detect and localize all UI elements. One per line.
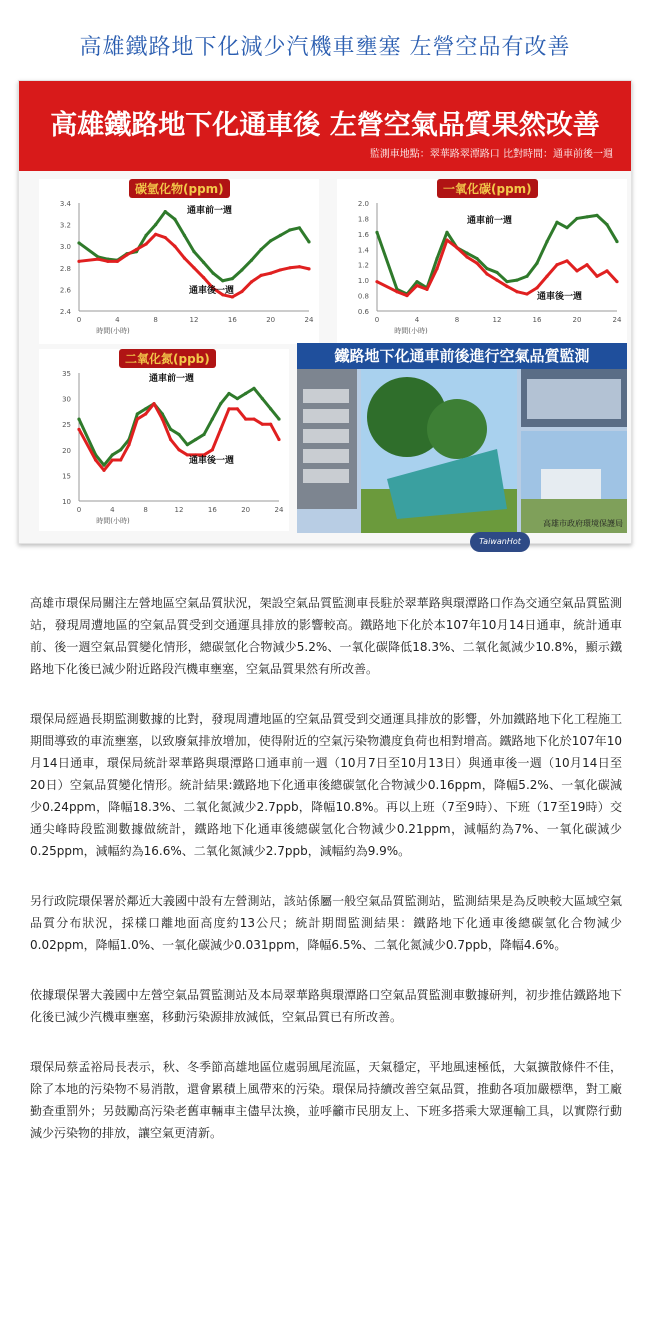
infographic-banner	[19, 81, 631, 171]
data-point	[152, 402, 155, 405]
data-point	[97, 258, 100, 261]
data-point	[298, 226, 301, 229]
data-point	[307, 267, 310, 270]
photo-credit: 高雄市政府環境保護局	[543, 519, 623, 528]
data-point	[595, 214, 598, 217]
y-tick-label: 1.0	[357, 277, 369, 286]
data-point	[595, 275, 598, 278]
data-point	[77, 417, 80, 420]
article-paragraph: 環保局蔡孟裕局長表示，秋、冬季節高雄地區位處弱風尾流區，天氣穩定，平地風速極低，大氣擴散條件不佳，除了本地的污染物不易消散，還會累積上風帶來的污染。環保局持續改善空氣品質，推動各項加嚴標準，對工廠勤查重罰外；另鼓勵高污染老舊車輛車主儘早汰換，並呼籲市民朋友上、下班多搭乘大眾運輸工具，以實際行動減少污染物的排放，讓空氣更清新。	[30, 1060, 622, 1140]
data-point	[269, 239, 272, 242]
y-tick-label: 30	[62, 395, 71, 404]
data-point	[136, 412, 139, 415]
x-tick-label: 4	[414, 316, 420, 324]
data-point	[277, 417, 280, 420]
data-point	[202, 261, 205, 264]
data-point	[177, 448, 180, 451]
y-tick-label: 2.4	[59, 308, 71, 316]
chart-title: 二氧化氮(ppb)	[119, 349, 216, 368]
x-tick-label: 12	[174, 506, 184, 514]
x-tick-label: 16	[207, 506, 217, 514]
monitoring-photo	[297, 343, 627, 533]
data-point	[227, 392, 230, 395]
data-point	[192, 266, 195, 269]
data-point	[202, 276, 205, 279]
data-point	[144, 412, 147, 415]
x-axis-label: 時間(小時)	[394, 327, 428, 335]
hydrocarbon-chart	[39, 179, 319, 344]
y-tick-label: 10	[62, 498, 71, 506]
article-paragraph: 另行政院環保署於鄰近大義國中設有左營測站，該站係屬一般空氣品質監測站，監測結果是為反映較大區域空氣品質分布狀況，採樣口離地面高度約13公尺；統計期間監測結果：鐵路地下化通車後總碳氫化合物減少0.02ppm，降幅1.0%、一氧化碳減少0.031ppm，降幅6.5%、二氧化氮減少0.7ppb，降幅4.6%。	[30, 894, 622, 952]
data-point	[252, 387, 255, 390]
data-point	[183, 234, 186, 237]
series-line	[377, 215, 617, 294]
data-point	[212, 272, 215, 275]
data-point	[465, 255, 468, 258]
data-point	[425, 288, 428, 291]
data-point	[269, 407, 272, 410]
data-point	[445, 238, 448, 241]
data-point	[169, 428, 172, 431]
chart-title: 碳氫化物(ppm)	[129, 179, 230, 198]
data-point	[244, 417, 247, 420]
data-point	[277, 438, 280, 441]
data-point	[77, 428, 80, 431]
data-point	[144, 242, 147, 245]
x-tick-label: 8	[454, 316, 460, 324]
article-paragraph: 環保局經過長期監測數據的比對，發現周遭地區的空氣品質受到交通運具排放的影響，外加鐵路地下化工程施工期間導致的車流壅塞，以致廢氣排放增加，使得附近的空氣污染物濃度負荷也相對增高。鐵路地下化於107年10月14日通車，環保局統計翠華路與環潭路口通車前一週（10月7日至10月13日）與通車後一週（10月14日至20日）空氣品質變化情形。統計結果:鐵路地下化通車後總碳氫化合物減少0.16ppm，降幅5.2%、一氧化碳減少0.24ppm，降幅18.3%、二氧化氮減少2.7ppb，降幅10.8%。再以上班（7至9時）、下班（17至19時）交通尖峰時段監測數據做統計，鐵路地下化通車後總碳氫化合物減少0.21ppm，減幅約為7%、一氧化碳減少0.25ppm，減幅約為16.6%、二氧化氮減少2.7ppb，減幅約為9.9%。	[30, 712, 622, 858]
data-point	[615, 280, 618, 283]
data-point	[585, 215, 588, 218]
data-point	[250, 280, 253, 283]
data-point	[161, 417, 164, 420]
data-point	[605, 269, 608, 272]
chart-panel-co	[337, 179, 627, 344]
y-tick-label: 2.8	[59, 264, 71, 273]
data-point	[135, 248, 138, 251]
x-tick-label: 0	[76, 316, 82, 324]
y-tick-label: 1.2	[357, 261, 369, 270]
series-label: 通車前一週	[467, 216, 513, 226]
data-point	[125, 253, 128, 256]
data-point	[288, 228, 291, 231]
data-point	[269, 423, 272, 426]
data-point	[545, 240, 548, 243]
data-point	[154, 223, 157, 226]
data-point	[455, 246, 458, 249]
data-point	[119, 448, 122, 451]
data-point	[545, 275, 548, 278]
data-point	[269, 272, 272, 275]
x-tick-label: 20	[241, 506, 251, 514]
data-point	[119, 458, 122, 461]
x-axis-label: 時間(小時)	[96, 327, 130, 335]
data-point	[192, 250, 195, 253]
y-tick-label: 0.6	[357, 308, 369, 316]
data-point	[261, 397, 264, 400]
y-tick-label: 2.0	[357, 200, 369, 208]
data-point	[495, 271, 498, 274]
data-point	[565, 226, 568, 229]
data-point	[279, 268, 282, 271]
data-point	[565, 259, 568, 262]
x-tick-label: 4	[110, 506, 115, 514]
data-point	[288, 266, 291, 269]
data-point	[183, 256, 186, 259]
data-point	[575, 269, 578, 272]
data-point	[77, 241, 80, 244]
data-point	[177, 433, 180, 436]
y-tick-label: 20	[62, 446, 71, 455]
data-point	[211, 417, 214, 420]
data-point	[535, 262, 538, 265]
data-point	[250, 259, 253, 262]
chart-title: 一氧化碳(ppm)	[437, 179, 538, 198]
data-point	[240, 268, 243, 271]
data-point	[261, 423, 264, 426]
data-point	[615, 240, 618, 243]
article-paragraph: 高雄市環保局關注左營地區空氣品質狀況，架設空氣品質監測車長駐於翠華路與環潭路口作為交通空氣品質監測站，發現周遭地區的空氣品質受到交通運具排放的影響較高。鐵路地下化於本107年10月14日通車，統計通車前、後一週空氣品質變化情形，總碳氫化合物減少5.2%、一氧化碳降低18.3%、二氧化氮減少10.8%，顯示鐵路地下化後已減少附近路段汽機車壅塞，空氣品質果然有所改善。	[30, 596, 622, 676]
data-point	[405, 294, 408, 297]
y-tick-label: 35	[62, 370, 71, 378]
data-point	[227, 407, 230, 410]
data-point	[475, 262, 478, 265]
y-tick-label: 1.8	[357, 215, 369, 224]
series-label: 通車前一週	[149, 374, 195, 384]
x-tick-label: 12	[189, 316, 199, 324]
taiwanhot-logo: TaiwanHot	[470, 532, 530, 552]
x-tick-label: 0	[374, 316, 380, 324]
data-point	[194, 438, 197, 441]
no2-chart	[39, 349, 289, 531]
data-point	[219, 428, 222, 431]
data-point	[475, 257, 478, 260]
data-point	[116, 260, 119, 263]
data-point	[525, 275, 528, 278]
x-tick-label: 24	[304, 316, 314, 324]
data-point	[485, 272, 488, 275]
x-tick-label: 4	[115, 316, 120, 324]
data-point	[505, 280, 508, 283]
data-point	[259, 274, 262, 277]
data-point	[495, 279, 498, 282]
data-point	[298, 265, 301, 268]
article-headline: 高雄鐵路地下化減少汽機車壅塞 左營空品有改善	[79, 35, 571, 60]
data-point	[445, 231, 448, 234]
data-point	[164, 236, 167, 239]
y-tick-label: 25	[62, 421, 71, 430]
data-point	[505, 285, 508, 288]
monitoring-station-illustration	[297, 369, 627, 533]
series-label: 通車後一週	[189, 286, 235, 296]
banner-title: 高雄鐵路地下化通車後 左營空氣品質果然改善	[50, 110, 600, 141]
article-paragraph: 依據環保署大義國中左營空氣品質監測站及本局翠華路與環潭路口空氣品質監測車數據研判，初步推估鐵路地下化後已減少汽機車壅塞，移動污染源排放減低，空氣品質已有所改善。	[30, 988, 622, 1024]
data-point	[535, 286, 538, 289]
y-tick-label: 3.0	[59, 243, 71, 252]
data-point	[236, 397, 239, 400]
x-tick-label: 20	[572, 316, 582, 324]
data-point	[375, 231, 378, 234]
data-point	[221, 279, 224, 282]
data-point	[375, 280, 378, 283]
data-point	[169, 438, 172, 441]
data-point	[173, 218, 176, 221]
y-tick-label: 1.4	[357, 246, 369, 255]
data-point	[244, 392, 247, 395]
data-point	[525, 292, 528, 295]
data-point	[435, 267, 438, 270]
data-point	[111, 458, 114, 461]
x-tick-label: 8	[153, 316, 158, 324]
photo-title: 鐵路地下化通車前後進行空氣品質監測	[297, 343, 627, 369]
data-point	[415, 284, 418, 287]
data-point	[252, 417, 255, 420]
y-tick-label: 15	[62, 472, 71, 481]
data-point	[102, 464, 105, 467]
data-point	[279, 234, 282, 237]
data-point	[144, 234, 147, 237]
data-point	[259, 248, 262, 251]
x-tick-label: 24	[274, 506, 284, 514]
x-tick-label: 16	[532, 316, 542, 324]
data-point	[211, 448, 214, 451]
data-point	[585, 263, 588, 266]
series-line	[79, 388, 279, 465]
banner-subtitle: 監測車地點：翠華路翠潭路口 比對時間：通車前後一週	[369, 149, 613, 160]
data-point	[154, 233, 157, 236]
data-point	[575, 217, 578, 220]
x-tick-label: 8	[143, 506, 148, 514]
chart-panel-hydrocarbon	[39, 179, 319, 344]
data-point	[219, 402, 222, 405]
data-point	[515, 279, 518, 282]
data-point	[173, 245, 176, 248]
data-point	[111, 453, 114, 456]
y-tick-label: 3.2	[59, 221, 71, 230]
data-point	[136, 417, 139, 420]
y-tick-label: 1.6	[357, 230, 369, 239]
series-label: 通車後一週	[537, 292, 583, 302]
x-axis-label: 時間(小時)	[96, 517, 130, 525]
data-point	[94, 458, 97, 461]
data-point	[202, 433, 205, 436]
data-point	[127, 443, 130, 446]
co-chart	[337, 179, 627, 344]
series-label: 通車前一週	[187, 206, 233, 216]
x-tick-label: 12	[492, 316, 502, 324]
y-tick-label: 0.8	[357, 292, 369, 301]
data-point	[555, 221, 558, 224]
data-point	[307, 240, 310, 243]
data-point	[605, 223, 608, 226]
chart-panel-no2	[39, 349, 289, 531]
x-tick-label: 20	[266, 316, 276, 324]
x-tick-label: 0	[76, 506, 82, 514]
data-point	[102, 469, 105, 472]
data-point	[144, 407, 147, 410]
x-tick-label: 16	[227, 316, 237, 324]
data-point	[395, 290, 398, 293]
data-point	[240, 290, 243, 293]
data-point	[435, 257, 438, 260]
data-point	[164, 210, 167, 213]
article-body	[30, 592, 622, 1172]
data-point	[415, 280, 418, 283]
infographic	[18, 80, 632, 544]
series-label: 通車後一週	[189, 456, 235, 466]
data-point	[555, 263, 558, 266]
data-point	[186, 443, 189, 446]
data-point	[106, 260, 109, 263]
data-point	[485, 267, 488, 270]
data-point	[231, 277, 234, 280]
y-tick-label: 3.4	[59, 200, 71, 208]
data-point	[236, 407, 239, 410]
x-tick-label: 24	[612, 316, 622, 324]
data-point	[515, 290, 518, 293]
y-tick-label: 2.6	[59, 286, 71, 295]
data-point	[77, 260, 80, 263]
